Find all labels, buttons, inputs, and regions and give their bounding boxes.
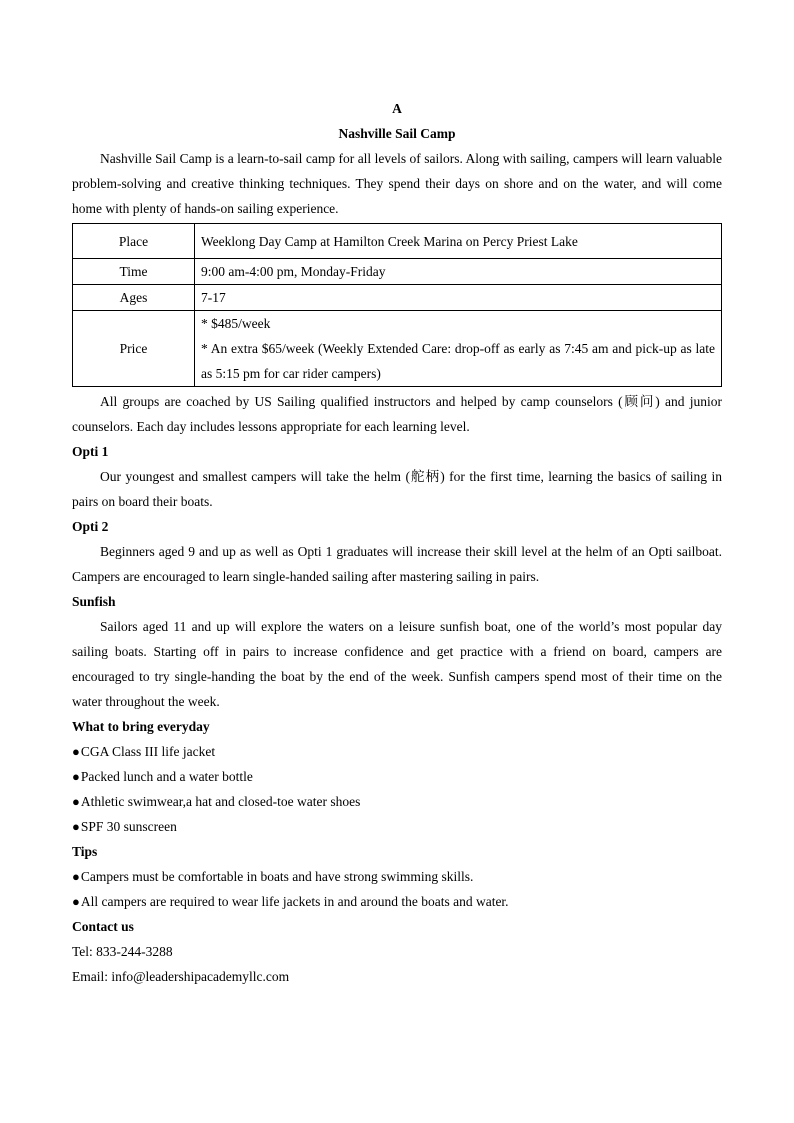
opti2-heading: Opti 2 — [72, 519, 109, 534]
ages-value: 7-17 — [195, 285, 722, 311]
bullet-icon: ● — [72, 869, 80, 884]
tip-swimming: Campers must be comfortable in boats and have strong swimming skills. — [80, 869, 474, 884]
tip-life-jackets: All campers are required to wear life jackets in and around the boats and water. — [80, 894, 509, 909]
price-line-base: * $485/week — [201, 316, 271, 331]
bullet-icon: ● — [72, 794, 80, 809]
contact-email: Email: info@leadershipacademyllc.com — [72, 969, 290, 984]
page-title: Nashville Sail Camp — [338, 126, 456, 141]
list-item — [72, 889, 722, 914]
bring-item-lunch: Packed lunch and a water bottle — [80, 769, 253, 784]
list-item — [72, 739, 722, 764]
table-row — [73, 285, 722, 311]
place-label: Place — [73, 224, 195, 259]
table-row — [73, 224, 722, 259]
opti2-paragraph: Beginners aged 9 and up as well as Opti 1 graduates will increase their skill level at the helm of an Opti sailboat. Campers are encouraged to learn single-handed sailing after mastering sailing in pairs. — [72, 544, 722, 584]
bring-item-swimwear: Athletic swimwear,a hat and closed-toe water shoes — [80, 794, 361, 809]
list-item — [72, 789, 722, 814]
place-value: Weeklong Day Camp at Hamilton Creek Marina on Percy Priest Lake — [195, 224, 722, 259]
bring-heading: What to bring everyday — [72, 719, 210, 734]
intro-paragraph: Nashville Sail Camp is a learn-to-sail camp for all levels of sailors. Along with sailing, campers will learn valuable problem-solving and creative thinking techniques. They spend their days on shore and on the water, and will come home with plenty of hands-on sailing experience. — [72, 151, 722, 216]
groups-intro-paragraph: All groups are coached by US Sailing qualified instructors and helped by camp counselors (顾问) and junior counselors. Each day includes lessons appropriate for each learning level. — [72, 394, 722, 434]
bring-item-life-jacket: CGA Class III life jacket — [80, 744, 216, 759]
document-content — [72, 96, 722, 989]
price-value — [195, 311, 722, 387]
opti1-heading: Opti 1 — [72, 444, 109, 459]
tips-heading: Tips — [72, 844, 98, 859]
contact-phone: Tel: 833-244-3288 — [72, 944, 173, 959]
table-row — [73, 311, 722, 387]
bring-item-sunscreen: SPF 30 sunscreen — [80, 819, 177, 834]
ages-label: Ages — [73, 285, 195, 311]
contact-heading: Contact us — [72, 919, 134, 934]
time-label: Time — [73, 259, 195, 285]
time-value: 9:00 am-4:00 pm, Monday-Friday — [195, 259, 722, 285]
sunfish-paragraph: Sailors aged 11 and up will explore the waters on a leisure sunfish boat, one of the world’s most popular day sailing boats. Starting off in pairs to increase confidence and get practice with a friend on board, campers are encouraged to try single-handing the boat by the end of the week. Sunfish campers spend most of their time on the water throughout the week. — [72, 619, 722, 709]
list-item — [72, 764, 722, 789]
price-line-extra: * An extra $65/week (Weekly Extended Care: drop-off as early as 7:45 am and pick-up as late as 5:15 pm for car rider campers) — [201, 341, 715, 381]
list-item — [72, 864, 722, 889]
camp-info-table — [72, 223, 722, 387]
opti1-paragraph: Our youngest and smallest campers will take the helm (舵柄) for the first time, learning the basics of sailing in pairs on board their boats. — [72, 469, 722, 509]
bullet-icon: ● — [72, 894, 80, 909]
list-item — [72, 814, 722, 839]
bullet-icon: ● — [72, 769, 80, 784]
section-letter: A — [392, 101, 402, 116]
price-label: Price — [73, 311, 195, 387]
bullet-icon: ● — [72, 819, 80, 834]
bullet-icon: ● — [72, 744, 80, 759]
sunfish-heading: Sunfish — [72, 594, 116, 609]
table-row — [73, 259, 722, 285]
